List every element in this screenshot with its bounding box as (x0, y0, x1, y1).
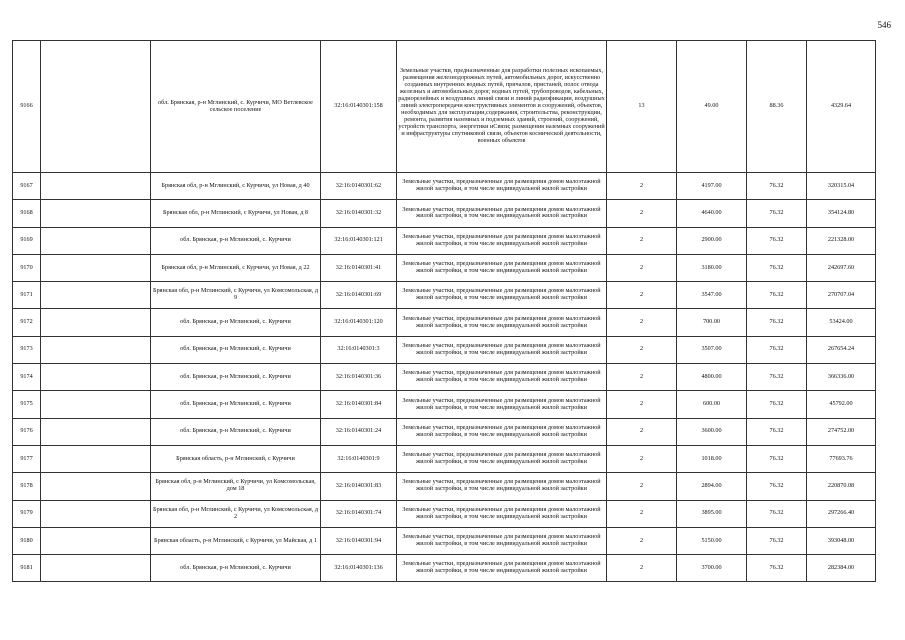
row-number: 9178 (13, 473, 41, 500)
land-use-cell: Земельные участки, предназначенные для размещения домов малоэтажной жилой застройки, в том числе индивидуальной жилой застройки (397, 336, 607, 363)
empty-cell (41, 445, 151, 472)
land-use-cell: Земельные участки, предназначенные для размещения домов малоэтажной жилой застройки, в том числе индивидуальной жилой застройки (397, 254, 607, 281)
address-cell: Брянская область, р-н Мглинский, с Курчичи, ул Майская, д 1 (151, 527, 321, 554)
empty-cell (41, 500, 151, 527)
empty-cell (41, 555, 151, 582)
table-row (13, 473, 876, 500)
cadastral-value-cell: 4329.64 (807, 41, 876, 173)
empty-cell (41, 227, 151, 254)
land-use-cell: Земельные участки, предназначенные для размещения домов малоэтажной жилой застройки, в том числе индивидуальной жилой застройки (397, 473, 607, 500)
address-cell: Брянская область, р-н Мглинский, с Курчичи (151, 445, 321, 472)
cadastral-number-cell: 32:16:0140301:32 (321, 200, 397, 227)
cadastral-value-cell: 270707.04 (807, 282, 876, 309)
address-cell: обл. Брянская, р-н Мглинский, с. Курчичи (151, 391, 321, 418)
land-use-cell: Земельные участки, предназначенные для размещения домов малоэтажной жилой застройки, в том числе индивидуальной жилой застройки (397, 200, 607, 227)
cadastral-value-cell: 77693.76 (807, 445, 876, 472)
table-row (13, 309, 876, 336)
cadastral-number-cell: 32:16:0140301:136 (321, 555, 397, 582)
area-cell: 4800.00 (677, 364, 747, 391)
row-number: 9167 (13, 173, 41, 200)
cadastral-value-cell: 267654.24 (807, 336, 876, 363)
unit-rate-cell: 76.32 (747, 309, 807, 336)
address-cell: Брянская обл, р-н Мглинский, с Курчичи, ул Новая, д 8 (151, 200, 321, 227)
use-code-cell: 2 (607, 309, 677, 336)
use-code-cell: 2 (607, 527, 677, 554)
table-row (13, 364, 876, 391)
use-code-cell: 2 (607, 555, 677, 582)
unit-rate-cell: 88.36 (747, 41, 807, 173)
land-use-cell: Земельные участки, предназначенные для размещения домов малоэтажной жилой застройки, в том числе индивидуальной жилой застройки (397, 500, 607, 527)
cadastral-number-cell: 32:16:0140301:69 (321, 282, 397, 309)
use-code-cell: 2 (607, 500, 677, 527)
cadastral-number-cell: 32:16:0140301:3 (321, 336, 397, 363)
unit-rate-cell: 76.32 (747, 445, 807, 472)
cadastral-number-cell: 32:16:0140301:121 (321, 227, 397, 254)
cadastral-number-cell: 32:16:0140301:94 (321, 527, 397, 554)
row-number: 9179 (13, 500, 41, 527)
address-cell: Брянская обл, р-н Мглинский, с Курчичи, ул Комсомольская, д 2 (151, 500, 321, 527)
empty-cell (41, 391, 151, 418)
cadastral-value-cell: 320315.04 (807, 173, 876, 200)
cadastral-number-cell: 32:16:0140301:41 (321, 254, 397, 281)
use-code-cell: 2 (607, 364, 677, 391)
land-use-cell: Земельные участки, предназначенные для размещения домов малоэтажной жилой застройки, в том числе индивидуальной жилой застройки (397, 391, 607, 418)
address-cell: обл. Брянская, р-н Мглинский, с. Курчичи (151, 227, 321, 254)
address-cell: Брянская обл, р-н Мглинский, с Курчичи, ул Комсомольская, дом 18 (151, 473, 321, 500)
unit-rate-cell: 76.32 (747, 336, 807, 363)
use-code-cell: 2 (607, 254, 677, 281)
empty-cell (41, 282, 151, 309)
row-number: 9169 (13, 227, 41, 254)
unit-rate-cell: 76.32 (747, 254, 807, 281)
row-number: 9171 (13, 282, 41, 309)
unit-rate-cell: 76.32 (747, 500, 807, 527)
cadastral-number-cell: 32:16:0140301:36 (321, 364, 397, 391)
cadastral-number-cell: 32:16:0140301:9 (321, 445, 397, 472)
table-row (13, 336, 876, 363)
land-use-cell: Земельные участки, предназначенные для размещения домов малоэтажной жилой застройки, в том числе индивидуальной жилой застройки (397, 309, 607, 336)
row-number: 9172 (13, 309, 41, 336)
cadastral-value-cell: 393048.00 (807, 527, 876, 554)
unit-rate-cell: 76.32 (747, 555, 807, 582)
address-cell: обл. Брянская, р-н Мглинский, с. Курчичи (151, 418, 321, 445)
cadastral-value-cell: 354124.80 (807, 200, 876, 227)
table-row (13, 173, 876, 200)
unit-rate-cell: 76.32 (747, 527, 807, 554)
area-cell: 4640.00 (677, 200, 747, 227)
empty-cell (41, 473, 151, 500)
empty-cell (41, 527, 151, 554)
area-cell: 3547.00 (677, 282, 747, 309)
unit-rate-cell: 76.32 (747, 473, 807, 500)
cadastral-value-cell: 242697.60 (807, 254, 876, 281)
table-row (13, 500, 876, 527)
empty-cell (41, 173, 151, 200)
empty-cell (41, 309, 151, 336)
address-cell: Брянская обл, р-н Мглинский, с Курчичи, ул Комсомольская, д 9 (151, 282, 321, 309)
row-number: 9170 (13, 254, 41, 281)
area-cell: 3600.00 (677, 418, 747, 445)
page-number: 546 (877, 20, 891, 30)
area-cell: 3507.00 (677, 336, 747, 363)
land-use-cell: Земельные участки, предназначенные для размещения домов малоэтажной жилой застройки, в том числе индивидуальной жилой застройки (397, 445, 607, 472)
row-number: 9181 (13, 555, 41, 582)
cadastral-number-cell: 32:16:0140301:74 (321, 500, 397, 527)
cadastral-value-cell: 45792.00 (807, 391, 876, 418)
unit-rate-cell: 76.32 (747, 200, 807, 227)
land-use-cell: Земельные участки, предназначенные для размещения домов малоэтажной жилой застройки, в том числе индивидуальной жилой застройки (397, 364, 607, 391)
use-code-cell: 2 (607, 282, 677, 309)
row-number: 9176 (13, 418, 41, 445)
address-cell: Брянская обл, р-н Мглинский, с Курчичи, ул Новая, д 40 (151, 173, 321, 200)
empty-cell (41, 364, 151, 391)
land-use-cell: Земельные участки, предназначенные для размещения домов малоэтажной жилой застройки, в том числе индивидуальной жилой застройки (397, 227, 607, 254)
area-cell: 600.00 (677, 391, 747, 418)
unit-rate-cell: 76.32 (747, 418, 807, 445)
unit-rate-cell: 76.32 (747, 282, 807, 309)
cadastral-value-cell: 366336.00 (807, 364, 876, 391)
table-row (13, 227, 876, 254)
cadastral-value-cell: 53424.00 (807, 309, 876, 336)
cadastral-value-cell: 297266.40 (807, 500, 876, 527)
row-number: 9175 (13, 391, 41, 418)
use-code-cell: 2 (607, 173, 677, 200)
address-cell: Брянская обл, р-н Мглинский, с Курчичи, ул Новая, д 22 (151, 254, 321, 281)
row-number: 9173 (13, 336, 41, 363)
cadastral-value-cell: 282384.00 (807, 555, 876, 582)
cadastral-number-cell: 32:16:0140301:62 (321, 173, 397, 200)
use-code-cell: 13 (607, 41, 677, 173)
use-code-cell: 2 (607, 200, 677, 227)
area-cell: 5150.00 (677, 527, 747, 554)
row-number: 9166 (13, 41, 41, 173)
area-cell: 1018.00 (677, 445, 747, 472)
area-cell: 49.00 (677, 41, 747, 173)
use-code-cell: 2 (607, 473, 677, 500)
row-number: 9180 (13, 527, 41, 554)
row-number: 9177 (13, 445, 41, 472)
table-row (13, 418, 876, 445)
table-row (13, 200, 876, 227)
address-cell: обл. Брянская, р-н Мглинский, с. Курчичи (151, 309, 321, 336)
table-row (13, 254, 876, 281)
cadastral-number-cell: 32:16:0140301:158 (321, 41, 397, 173)
cadastral-number-cell: 32:16:0140301:24 (321, 418, 397, 445)
area-cell: 700.00 (677, 309, 747, 336)
area-cell: 4197.00 (677, 173, 747, 200)
land-use-cell: Земельные участки, предназначенные для размещения домов малоэтажной жилой застройки, в том числе индивидуальной жилой застройки (397, 555, 607, 582)
table-row (13, 445, 876, 472)
area-cell: 2900.00 (677, 227, 747, 254)
cadastral-number-cell: 32:16:0140301:120 (321, 309, 397, 336)
table-row (13, 527, 876, 554)
cadastral-value-cell: 221328.00 (807, 227, 876, 254)
area-cell: 3895.00 (677, 500, 747, 527)
empty-cell (41, 41, 151, 173)
land-use-cell: Земельные участки, предназначенные для размещения домов малоэтажной жилой застройки, в том числе индивидуальной жилой застройки (397, 282, 607, 309)
area-cell: 2894.00 (677, 473, 747, 500)
unit-rate-cell: 76.32 (747, 391, 807, 418)
unit-rate-cell: 76.32 (747, 227, 807, 254)
land-use-cell: Земельные участки, предназначенные для размещения домов малоэтажной жилой застройки, в том числе индивидуальной жилой застройки (397, 173, 607, 200)
table-row (13, 391, 876, 418)
empty-cell (41, 418, 151, 445)
land-use-cell: Земельные участки, предназначенные для размещения домов малоэтажной жилой застройки, в том числе индивидуальной жилой застройки (397, 418, 607, 445)
area-cell: 3700.00 (677, 555, 747, 582)
address-cell: обл. Брянская, р-н Мглинский, с. Курчичи, МО Ветлевское сельское поселение (151, 41, 321, 173)
unit-rate-cell: 76.32 (747, 173, 807, 200)
cadastral-value-table (12, 40, 876, 582)
land-use-cell: Земельные участки, предназначенные для разработки полезных ископаемых, размещения железнодорожных путей, автомобильных дорог, искусственно созданных внутренних водных путей, причалов, пристаней, полос отвода железных и автомобильных дорог, водных путей, трубопроводов, кабельных, радиорелейных и воздушных линий связи и линий радиофикации, воздушных линий электропередачи конструктивных элементов и сооружений, объектов, необходимых для эксплуатации,содержания, строительства, реконструкции, ремонта, развития наземных и подземных зданий, строений, сооружений, устройств транспорта, энергетики иСвязи; размещения наземных сооружений и инфраструктуры спутниковой связи, объектов космической деятельности, военных объектов (397, 41, 607, 173)
use-code-cell: 2 (607, 336, 677, 363)
table-row (13, 282, 876, 309)
empty-cell (41, 254, 151, 281)
unit-rate-cell: 76.32 (747, 364, 807, 391)
area-cell: 3180.00 (677, 254, 747, 281)
use-code-cell: 2 (607, 227, 677, 254)
row-number: 9168 (13, 200, 41, 227)
table-row (13, 555, 876, 582)
row-number: 9174 (13, 364, 41, 391)
cadastral-value-cell: 220870.08 (807, 473, 876, 500)
cadastral-value-cell: 274752.00 (807, 418, 876, 445)
use-code-cell: 2 (607, 391, 677, 418)
land-use-cell: Земельные участки, предназначенные для размещения домов малоэтажной жилой застройки, в том числе индивидуальной жилой застройки (397, 527, 607, 554)
use-code-cell: 2 (607, 445, 677, 472)
table-row (13, 41, 876, 173)
address-cell: обл. Брянская, р-н Мглинский, с. Курчичи (151, 555, 321, 582)
cadastral-number-cell: 32:16:0140301:83 (321, 473, 397, 500)
empty-cell (41, 200, 151, 227)
cadastral-number-cell: 32:16:0140301:84 (321, 391, 397, 418)
empty-cell (41, 336, 151, 363)
address-cell: обл. Брянская, р-н Мглинский, с. Курчичи (151, 336, 321, 363)
use-code-cell: 2 (607, 418, 677, 445)
address-cell: обл. Брянская, р-н Мглинский, с. Курчичи (151, 364, 321, 391)
